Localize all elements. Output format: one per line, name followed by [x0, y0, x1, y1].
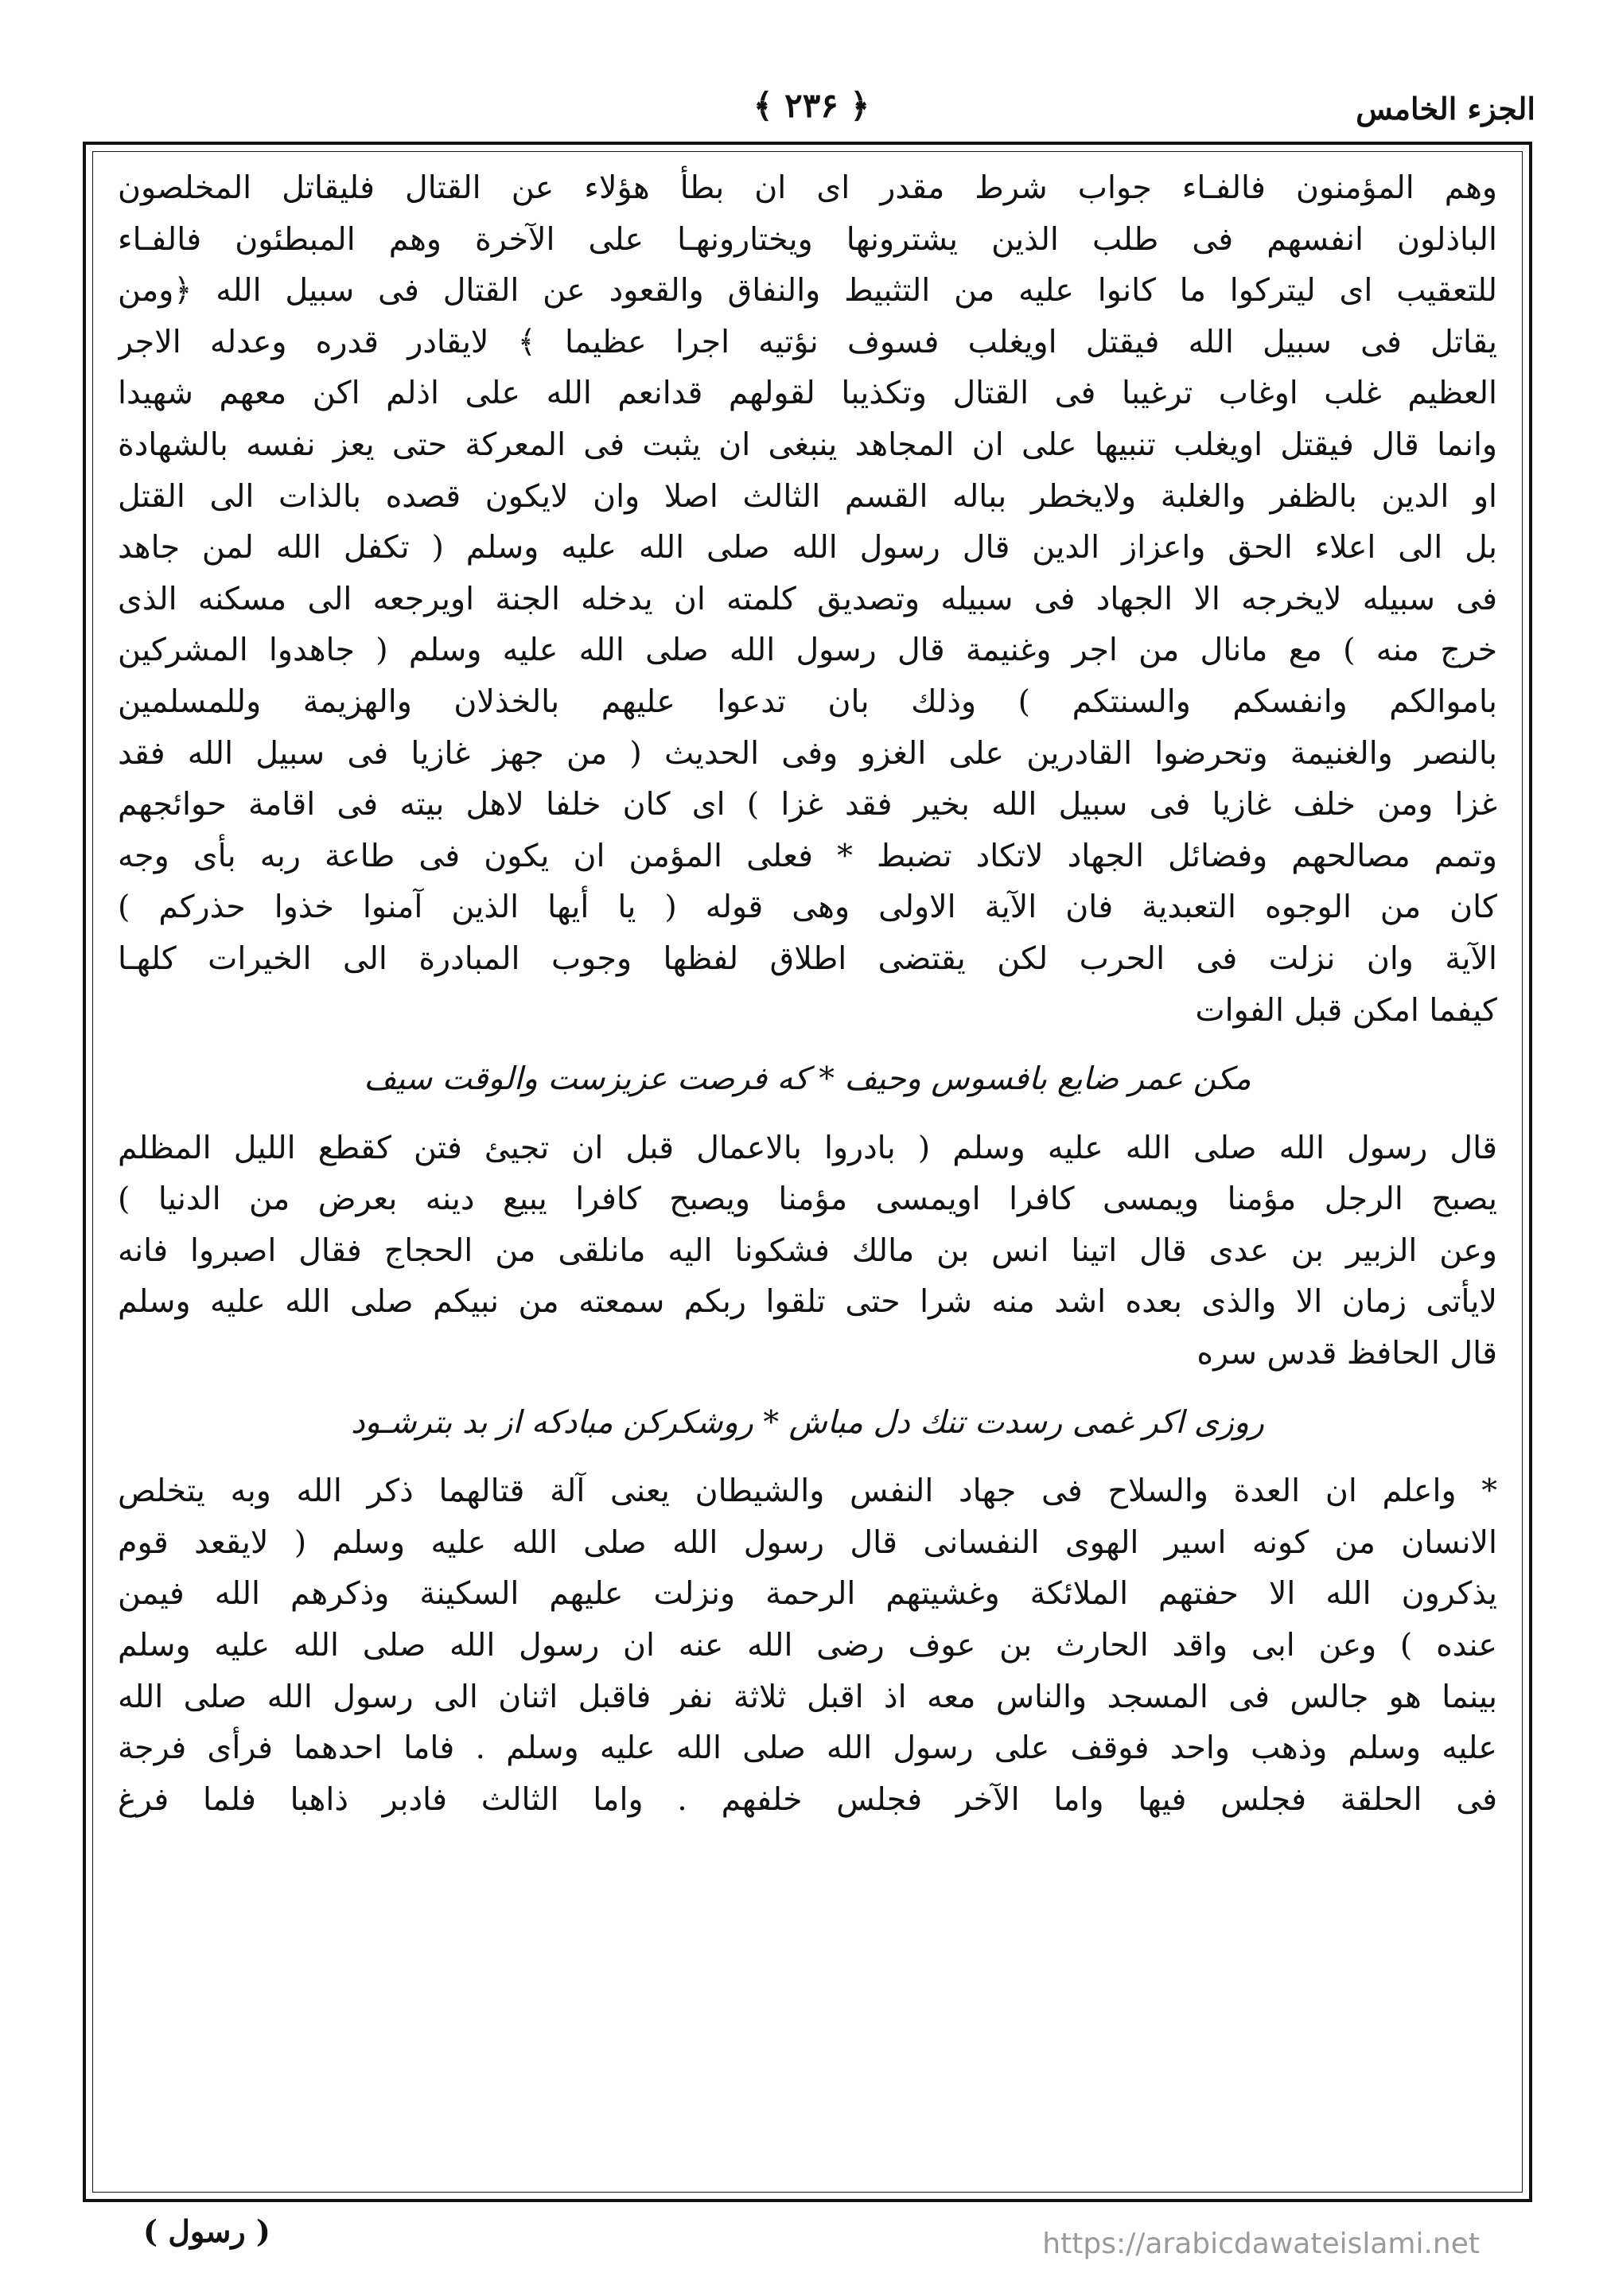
text-line: * واعلم ان العدة والسلاح فى جهاد النفس والشيطان يعنى آلة قتالهما ذكر الله وبه يتخلص: [118, 1473, 1497, 1510]
text-line: العظيم غلب اوغاب ترغيبا فى القتال وتكذيبا لقولهم قدانعم الله على اذلم اكن معهم شهيدا: [118, 375, 1497, 412]
text-line: الانسان من كونه اسير الهوى النفسانى قال رسول الله صلى الله عليه وسلم ( لايقعد قوم: [118, 1524, 1497, 1561]
text-line: فى سبيله لايخرجه الا الجهاد فى سبيله وتصديق كلمته ان يدخله الجنة اويرجعه الى مسكنه الذى: [118, 580, 1497, 617]
text-line: او الدين بالظفر والغلبة ولايخطر بباله القسم الثالث اصلا وان لايكون قصده بالذات الى القتل: [118, 477, 1497, 515]
paragraph-3: [118, 1465, 1497, 1825]
poetry-verse-1: مكن عمر ضايع بافسوس وحيف * كه فرصت عزيزست والوقت سيف: [364, 1060, 1251, 1098]
text-line: بينما هو جالس فى المسجد والناس معه اذ اقبل ثلاثة نفر فاقبل اثنان الى رسول الله صلى الله: [118, 1678, 1497, 1715]
text-line: وعن الزبير بن عدى قال اتينا انس بن مالك فشكونا اليه مانلقى من الحجاج فقال اصبروا فانه: [118, 1232, 1497, 1269]
text-line: وهم المؤمنون فالفـاء جواب شرط مقدر اى ان بطأ هؤلاء عن القتال فليقاتل المخلصون: [118, 169, 1497, 206]
page-header: [88, 86, 1535, 142]
page-number: ﴿ ۲۳۶ ﴾: [753, 86, 870, 125]
text-line: يقاتل فى سبيل الله فيقتل اويغلب فسوف نؤتيه اجرا عظيما ﴾ لايقادر قدره وعدله الاجر: [118, 323, 1497, 360]
text-line: عليه وسلم وذهب واحد فوقف على رسول الله صلى الله عليه وسلم . فاما احدهما فرأى فرجة: [118, 1730, 1497, 1767]
text-line: قال رسول الله صلى الله عليه وسلم ( بادروا بالاعمال قبل ان تجيئ فتن كقطع الليل المظلم: [118, 1129, 1497, 1166]
text-line: عنده ) وعن ابى واقد الحارث بن عوف رضى الله عنه ان رسول الله صلى الله عليه وسلم: [118, 1627, 1497, 1664]
text-line: الباذلون انفسهم فى طلب الذين يشترونها ويختارونهـا على الآخرة وهم المبطئون فالفـاء: [118, 220, 1497, 258]
text-line: قال الحافظ قدس سره: [1196, 1335, 1497, 1372]
page-body: [118, 162, 1497, 2185]
text-line: يذكرون الله الا حفتهم الملائكة وغشيتهم الرحمة ونزلت عليهم السكينة وذكرهم الله فيمن: [118, 1575, 1497, 1613]
text-line: يصبح الرجل مؤمنا ويمسى كافرا اويمسى مؤمنا ويصبح كافرا يبيع دينه بعرض من الدنيا ): [118, 1181, 1497, 1218]
poetry-verse-2: روزى اكر غمى رسدت تنك دل مباش * روشكركن مبادكه از بد بترشـود: [350, 1403, 1265, 1441]
text-line: للتعقيب اى ليتركوا ما كانوا عليه من التثبيط والنفاق والقعود عن القتال فى سبيل الله ﴿ومن: [118, 272, 1497, 309]
text-line: غزا ومن خلف غازيا فى سبيل الله بخير فقد غزا ) اى كان خلفا لاهل بيته فى اقامة حوائجهم: [118, 786, 1497, 823]
text-line: بالنصر والغنيمة وتحرضوا القادرين على الغزو وفى الحديث ( من جهز غازيا فى سبيل الله فقد: [118, 734, 1497, 772]
text-line: خرج منه ) مع مانال من اجر وغنيمة قال رسول الله صلى الله عليه وسلم ( جاهدوا المشركين: [118, 632, 1497, 669]
text-line: فى الحلقة فجلس فيها واما الآخر فجلس خلفهم . واما الثالث فادبر ذاهبا فلما فرغ: [118, 1780, 1497, 1818]
running-title: الجزء الخامس: [1356, 91, 1535, 126]
text-frame: [83, 142, 1532, 2202]
text-line: بل الى اعلاء الحق واعزاز الدين قال رسول الله صلى الله عليه وسلم ( تكفل الله لمن جاهد: [118, 529, 1497, 566]
text-line: وانما قال فيقتل اويغلب تنبيها على ان المجاهد ينبغى ان يثبت فى المعركة حتى يعز نفسه بالشهادة: [118, 426, 1497, 463]
text-line: الآية وان نزلت فى الحرب لكن يقتضى اطلاق لفظها وجوب المبادرة الى الخيرات كلهـا: [118, 940, 1497, 977]
text-line: كان من الوجوه التعبدية فان الآية الاولى وهى قوله ( يا أيها الذين آمنوا خذوا حذركم ): [118, 889, 1497, 926]
text-line: كيفما امكن قبل الفوات: [1195, 991, 1497, 1029]
watermark-url: https://arabicdawateislami.net: [1042, 2228, 1480, 2260]
text-line: وتمم مصالحهم وفضائل الجهاد لاتكاد تضبط * فعلى المؤمن ان يكون فى طاعة ربه بأى وجه: [118, 837, 1497, 874]
catchword: ( رسول ): [143, 2213, 270, 2249]
paragraph-2: [118, 1123, 1497, 1380]
text-line: باموالكم وانفسكم والسنتكم ) وذلك بان تدعوا عليهم بالخذلان والهزيمة وللمسلمين: [118, 683, 1497, 720]
paragraph-1: [118, 162, 1497, 1036]
text-line: لايأتى زمان الا والذى بعده اشد منه شرا حتى تلقوا ربكم سمعته من نبيكم صلى الله عليه وسلم: [118, 1283, 1497, 1321]
